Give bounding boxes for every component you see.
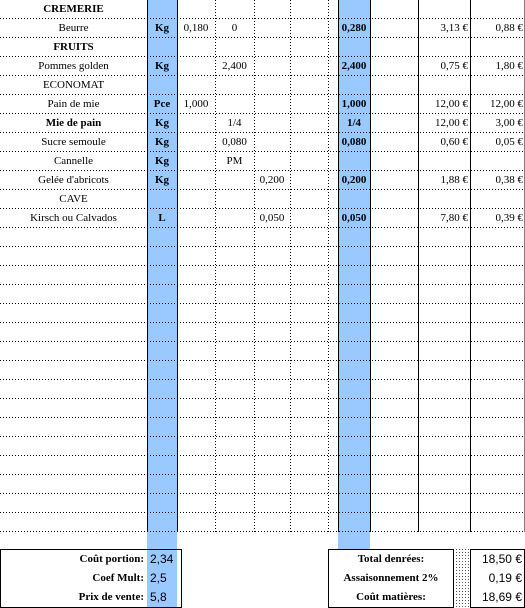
quantity-2-cell[interactable] — [215, 209, 254, 228]
amount-cell[interactable]: 0,88 € — [495, 22, 523, 34]
total-quantity-cell[interactable] — [338, 190, 370, 209]
unit-price-cell[interactable] — [418, 152, 470, 171]
quantity-3-cell[interactable] — [254, 152, 290, 171]
quantity-4-cell[interactable] — [290, 76, 328, 95]
unit-price-cell[interactable]: 0,60 € — [440, 136, 468, 148]
quantity-3-cell[interactable] — [254, 0, 290, 19]
quantity-3-cell[interactable] — [254, 57, 290, 76]
quantity-1-cell[interactable] — [177, 76, 215, 95]
amount-cell[interactable]: 1,80 € — [495, 60, 523, 72]
selling-price-value[interactable]: 5,8 — [150, 590, 167, 604]
seasoning-label: Assaisonnement 2% — [343, 572, 439, 584]
amount-cell[interactable]: 12,00 € — [490, 98, 523, 110]
quantity-3-cell[interactable] — [254, 19, 290, 38]
quantity-2-cell[interactable] — [215, 38, 254, 57]
quantity-4-cell[interactable] — [290, 209, 328, 228]
ingredient-name-cell[interactable]: Kirsch ou Calvados — [30, 212, 117, 224]
quantity-2-cell[interactable] — [215, 171, 254, 190]
material-cost-label: Coût matières: — [356, 591, 426, 603]
quantity-2-cell[interactable]: PM — [226, 155, 243, 167]
dotted-filler — [454, 549, 470, 608]
quantity-1-cell[interactable]: 0,180 — [183, 22, 209, 34]
unit-price-cell[interactable] — [418, 38, 470, 57]
quantity-2-cell[interactable]: 0 — [231, 22, 238, 34]
quantity-1-cell[interactable] — [177, 152, 215, 171]
quantity-3-cell[interactable]: 0,050 — [259, 212, 285, 224]
quantity-3-cell[interactable] — [254, 133, 290, 152]
quantity-4-cell[interactable] — [290, 133, 328, 152]
cost-per-portion-value[interactable]: 2,34 — [150, 552, 174, 566]
amount-cell[interactable]: 0,39 € — [495, 212, 523, 224]
quantity-4-cell[interactable] — [290, 95, 328, 114]
seasoning-value[interactable]: 0,19 € — [488, 571, 522, 585]
quantity-2-cell[interactable]: 0,080 — [222, 136, 247, 148]
quantity-1-cell[interactable]: 1,000 — [183, 98, 209, 110]
amount-cell[interactable] — [470, 38, 525, 57]
amount-cell[interactable]: 3,00 € — [495, 117, 523, 129]
quantity-4-cell[interactable] — [290, 0, 328, 19]
total-quantity-cell[interactable] — [338, 0, 370, 19]
quantity-4-cell[interactable] — [290, 171, 328, 190]
ingredient-name-cell[interactable]: ECONOMAT — [42, 79, 105, 91]
unit-cell[interactable]: L — [158, 212, 166, 224]
total-quantity-cell[interactable]: 0,080 — [341, 136, 367, 148]
quantity-3-cell[interactable] — [254, 38, 290, 57]
ingredient-name-cell[interactable]: CAVE — [59, 193, 88, 205]
unit-cell[interactable] — [147, 0, 177, 19]
quantity-4-cell[interactable] — [290, 57, 328, 76]
unit-price-cell[interactable] — [418, 76, 470, 95]
ingredient-name-cell[interactable]: Mie de pain — [45, 117, 102, 129]
quantity-2-cell[interactable] — [215, 76, 254, 95]
total-quantity-cell[interactable]: 0,050 — [341, 212, 367, 224]
quantity-1-cell[interactable] — [177, 57, 215, 76]
unit-cell[interactable]: Kg — [154, 174, 170, 186]
unit-price-cell[interactable]: 1,88 € — [440, 174, 468, 186]
total-quantity-cell[interactable]: 2,400 — [341, 60, 367, 72]
ingredient-name-cell[interactable]: Pommes golden — [38, 60, 109, 72]
quantity-4-cell[interactable] — [290, 190, 328, 209]
quantity-1-cell[interactable] — [177, 38, 215, 57]
amount-cell[interactable] — [470, 76, 525, 95]
quantity-4-cell[interactable] — [290, 38, 328, 57]
total-quantity-cell[interactable] — [338, 152, 370, 171]
quantity-3-cell[interactable]: 0,200 — [259, 174, 285, 186]
total-quantity-cell[interactable]: 1,000 — [341, 98, 367, 110]
unit-cell[interactable]: Pce — [153, 98, 171, 110]
ingredient-name-cell[interactable]: FRUITS — [53, 41, 94, 53]
multiplier-label: Coef Mult: — [92, 572, 144, 584]
cost-per-portion-label: Coût portion: — [79, 553, 144, 565]
ingredient-name-cell[interactable]: Cannelle — [53, 155, 94, 167]
quantity-2-cell[interactable] — [215, 190, 254, 209]
amount-cell[interactable] — [470, 0, 525, 19]
unit-cell[interactable] — [147, 190, 177, 209]
unit-cell[interactable]: Kg — [154, 155, 170, 167]
quantity-1-cell[interactable] — [177, 190, 215, 209]
multiplier-value[interactable]: 2,5 — [150, 571, 167, 585]
unit-cell[interactable]: Kg — [154, 136, 170, 148]
quantity-1-cell[interactable] — [177, 209, 215, 228]
quantity-3-cell[interactable] — [254, 190, 290, 209]
ingredient-name-cell[interactable]: Sucre semoule — [41, 136, 106, 148]
ingredient-name-cell[interactable]: Pain de mie — [47, 98, 100, 110]
unit-price-cell[interactable]: 7,80 € — [440, 212, 468, 224]
quantity-2-cell[interactable]: 2,400 — [222, 60, 247, 72]
ingredient-name-cell[interactable]: CREMERIE — [43, 3, 104, 15]
quantity-2-cell[interactable] — [215, 95, 254, 114]
total-ingredients-value[interactable]: 18,50 € — [481, 552, 522, 566]
quantity-4-cell[interactable] — [290, 152, 328, 171]
unit-cell[interactable] — [147, 38, 177, 57]
material-cost-value[interactable]: 18,69 € — [481, 590, 522, 604]
ingredient-name-cell[interactable]: Beurre — [58, 22, 89, 34]
amount-cell[interactable]: 0,38 € — [495, 174, 523, 186]
ingredient-name-cell[interactable]: Gelée d'abricots — [38, 174, 109, 186]
unit-price-cell[interactable]: 12,00 € — [435, 98, 468, 110]
total-quantity-cell[interactable] — [338, 76, 370, 95]
quantity-2-cell[interactable]: 1/4 — [227, 117, 242, 129]
total-quantity-cell[interactable] — [338, 38, 370, 57]
quantity-3-cell[interactable] — [254, 95, 290, 114]
quantity-3-cell[interactable] — [254, 76, 290, 95]
amount-cell[interactable] — [470, 152, 525, 171]
unit-cell[interactable]: Kg — [154, 22, 170, 34]
total-quantity-cell[interactable]: 0,280 — [341, 22, 367, 34]
quantity-1-cell[interactable] — [177, 114, 215, 133]
quantity-2-cell[interactable] — [215, 0, 254, 19]
unit-cell[interactable]: Kg — [154, 60, 170, 72]
unit-cell[interactable] — [147, 76, 177, 95]
amount-cell[interactable]: 0,05 € — [495, 136, 523, 148]
unit-price-cell[interactable]: 0,75 € — [440, 60, 468, 72]
total-quantity-cell[interactable]: 1/4 — [346, 117, 362, 129]
amount-cell[interactable] — [470, 190, 525, 209]
total-quantity-cell[interactable]: 0,200 — [341, 174, 367, 186]
quantity-4-cell[interactable] — [290, 19, 328, 38]
quantity-4-cell[interactable] — [290, 114, 328, 133]
unit-cell[interactable]: Kg — [154, 117, 170, 129]
unit-price-cell[interactable]: 12,00 € — [435, 117, 468, 129]
total-ingredients-label: Total denrées: — [357, 553, 425, 565]
quantity-3-cell[interactable] — [254, 114, 290, 133]
quantity-1-cell[interactable] — [177, 171, 215, 190]
quantity-1-cell[interactable] — [177, 133, 215, 152]
selling-price-label: Prix de vente: — [78, 591, 144, 603]
unit-price-cell[interactable] — [418, 190, 470, 209]
unit-price-cell[interactable] — [418, 0, 470, 19]
unit-price-cell[interactable]: 3,13 € — [440, 22, 468, 34]
quantity-1-cell[interactable] — [177, 0, 215, 19]
